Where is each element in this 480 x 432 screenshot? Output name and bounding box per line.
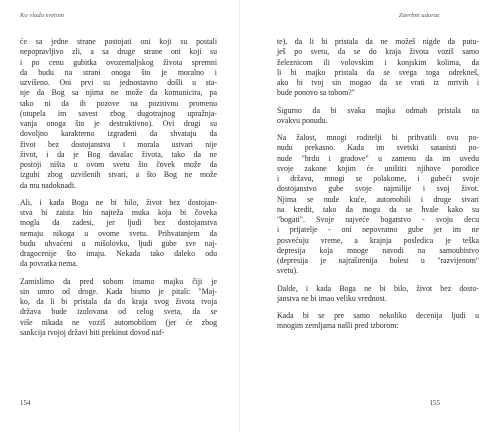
text-line: sin umro od droge. Kada bismo je pitali: "Maj- bbox=[20, 286, 217, 296]
text-line: li bi majko pristala da se svega toga odrekneš, bbox=[277, 67, 479, 77]
text-line: izgubi zbog uzvišenih stvari, a što Bog ne može bbox=[20, 170, 217, 180]
text-line: te), da li bi pristala da ne možeš nigde da putu- bbox=[277, 37, 479, 46]
text-line: da budu na strani onoga što je moralno i bbox=[20, 67, 217, 77]
text-line: više nikada ne voziš automobilom (jer će zbog bbox=[20, 317, 217, 327]
text-line: Sigurno da bi svaka majka odmah pristala na bbox=[277, 105, 479, 115]
text-line: Njima se nude kuće, automobili i druge stvari bbox=[277, 194, 479, 204]
text-line: posvećuju vreme, a krajnja posledica je teška bbox=[277, 235, 479, 245]
left-paragraph bbox=[20, 198, 217, 270]
text-line: sankcija tvojoj državi biti prekinut dovod naf- bbox=[20, 327, 165, 337]
right-paragraph bbox=[277, 37, 479, 99]
text-line: i prijatelje - oni nepovratno gube jer im ne bbox=[277, 225, 479, 235]
text-line: nepopravljivo zli, a sa druge strane oni koji su bbox=[20, 47, 217, 57]
text-line: "bogati". Svoje najveće bogatstvo - svoju decu bbox=[277, 215, 479, 224]
text-line: stva bi zaista bio najteža muka koja bi čoveka bbox=[20, 208, 217, 217]
text-line: ješ po svetu, da se do kraja života voziš samo bbox=[277, 47, 479, 57]
right-paragraph bbox=[277, 311, 479, 332]
text-line: i po cenu gubitka ovozemaljskog života spremni bbox=[20, 57, 217, 67]
text-line: će sa jedne strane postojati oni koji su postali bbox=[20, 37, 217, 46]
right-paragraph bbox=[277, 284, 479, 305]
text-line: (otupela im savest zbog dugotrajnog upražnja- bbox=[20, 108, 217, 118]
text-line: budu uhvaćeni u mišolovku, ljudi gube sve naj- bbox=[20, 238, 217, 248]
text-line: nude "hrdu i gradove" u zamenu da im uvedu bbox=[277, 153, 479, 163]
left-page-number: 154 bbox=[20, 399, 31, 407]
text-line: ko, da li bi pristala da do kraja svog života tvoja bbox=[20, 297, 217, 306]
text-line: (depresija je najraširenija bolest u "razvijenom" bbox=[277, 256, 479, 265]
text-line: svoje zakone kojim će uništiti njihove porodice bbox=[277, 163, 479, 173]
text-line: uzvišeno. Oni prvi su jednostavno došli u sta- bbox=[20, 78, 217, 87]
text-line: život, i da je Bog davalac života, tako da ne bbox=[20, 149, 217, 159]
left-paragraph bbox=[20, 37, 217, 191]
text-line: da mu nadoknadi. bbox=[20, 180, 76, 190]
text-line: tako ni da ih pozove na pozitivnu promenu bbox=[20, 98, 217, 108]
text-line: svetu). bbox=[277, 266, 299, 276]
left-body-text bbox=[20, 37, 217, 345]
text-line: da povratka nema. bbox=[20, 259, 78, 269]
text-line: bude ponovo sa tobom?" bbox=[277, 88, 355, 98]
text-line: janstva ne bi imao veliku vrednost. bbox=[277, 293, 387, 303]
right-running-head: Zavrbni udarac bbox=[398, 12, 440, 19]
text-line: država bude izolovana od celog sveta, da se bbox=[20, 307, 217, 317]
right-page-number: 155 bbox=[429, 399, 440, 407]
text-line: Dalde, i kada Boga ne bi bilo, život bez dosto- bbox=[277, 283, 479, 293]
text-line: postoji ništa u ovom svetu što čovek može da bbox=[20, 160, 217, 169]
left-running-head: Ko vlada svetom bbox=[20, 12, 64, 19]
text-line: nudu prekasno. Kada im svetski satanisti po- bbox=[277, 143, 479, 153]
text-line: mnogim zemljama našli pred izborom: bbox=[277, 321, 399, 331]
text-line: i državu, mnogi se polakome, i gubeći svoje bbox=[277, 174, 479, 183]
text-line: dostojanstvo gube svoje najmilije i svoj život. bbox=[277, 184, 479, 194]
text-line: železnicom ili volovskim i konjskim kolima, da bbox=[277, 57, 479, 67]
text-line: život bez dostojanstva i morala ustvari nije bbox=[20, 139, 217, 149]
text-line: nje da Bog sa njima ne može da komunicira, pa bbox=[20, 88, 217, 98]
right-page bbox=[240, 0, 480, 432]
text-line: ako bi tvoj sin mogao da se vrati iz mrtvih i bbox=[277, 78, 479, 87]
right-body-text bbox=[277, 37, 479, 339]
text-line: Kada bi se pre samo nekoliko decenija ljudi u bbox=[277, 311, 479, 320]
text-line: na kredit, tako da mogu da se hvale kako su bbox=[277, 204, 479, 214]
text-line: dragocenije što imaju. Nekada tako daleko odu bbox=[20, 249, 217, 258]
text-line: depresija koja mnoge navodi na samoubistvo bbox=[277, 245, 479, 255]
text-line: nemaju nikoga u ovome svetu. Prihvatanjem da bbox=[20, 228, 217, 238]
text-line: dovoljno karakterno izgrađeni da shvataju da bbox=[20, 129, 217, 139]
right-paragraph bbox=[277, 106, 479, 127]
left-paragraph bbox=[20, 277, 217, 339]
right-paragraph bbox=[277, 133, 479, 277]
text-line: Na žalost, mnogi roditelji bi prihvatili ovu po- bbox=[277, 133, 479, 142]
text-line: mogla da zadesi, jer ljudi bez dostojanstva bbox=[20, 218, 217, 228]
text-line: Zamislimo da pred sobom imamo majku čiji je bbox=[20, 276, 217, 286]
text-line: vanja onoga što je destruktivno). Ovi drugi su bbox=[20, 119, 217, 128]
text-line: Ali, i kada Boga ne bi bilo, život bez dostojan- bbox=[20, 197, 217, 207]
text-line: ovakvu ponudu. bbox=[277, 115, 328, 125]
